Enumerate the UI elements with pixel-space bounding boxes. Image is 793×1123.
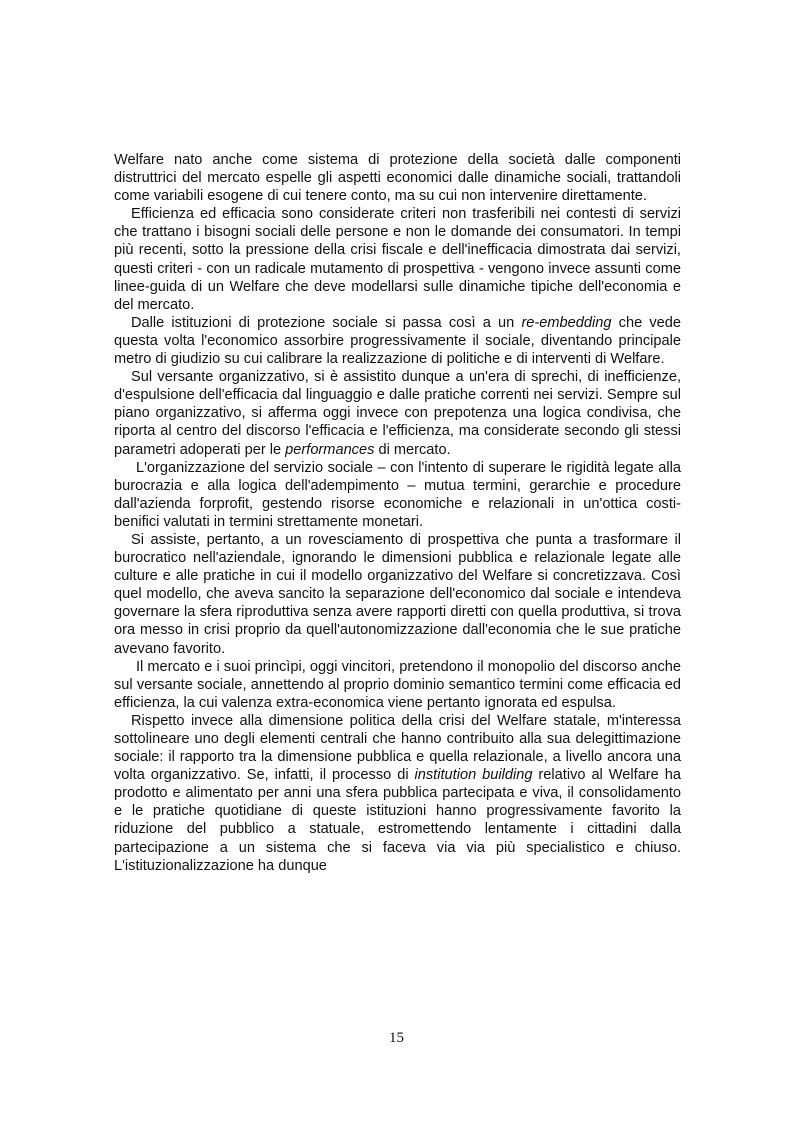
term-re-embedding: re-embedding xyxy=(521,314,612,331)
paragraph-8: Rispetto invece alla dimensione politica della crisi del Welfare statale, m'interessa sottolineare uno degli elementi centrali che hanno contribuito alla sua delegittimazione sociale: il rapporto tra la dimensione pubblica e quella relazionale, a livello ancora una volta organizzativo. Se, infatti, il processo di institution building relativo al Welfare ha prodotto e alimentato per anni una sfera pubblica partecipata e viva, il consolidamento e le pratiche quotidiane di queste istituzioni hanno progressivamente favorito la riduzione del pubblico a statuale, estromettendo lentamente i cittadini dalla partecipazione a un sistema che si faceva via via più specialistico e chiuso. L'istituzionalizzazione ha dunque xyxy=(114,712,681,874)
term-performances: performances xyxy=(285,441,375,458)
page-number: 15 xyxy=(389,1030,404,1046)
paragraph-5: L'organizzazione del servizio sociale – con l'intento di superare le rigidità legate alla burocrazia e alla logica dell'adempimento – mutua termini, gerarchie e procedure dall'azienda forprofit, gestendo risorse economiche e relazionali in un'ottica costi-benifici valutati in termini strettamente monetari. xyxy=(114,459,681,530)
body-text xyxy=(114,151,681,875)
paragraph-7: Il mercato e i suoi princìpi, oggi vincitori, pretendono il monopolio del discorso anche sul versante sociale, annettendo al proprio dominio semantico termini come efficacia ed efficienza, la cui valenza extra-economica viene pertanto ignorata ed espulsa. xyxy=(114,658,681,711)
paragraph-2: Efficienza ed efficacia sono considerate criteri non trasferibili nei contesti di servizi che trattano i bisogni sociali delle persone e non le domande dei consumatori. In tempi più recenti, sotto la pressione della crisi fiscale e dell'inefficacia dimostrata dai servizi, questi criteri - con un radicale mutamento di prospettiva - vengono invece assunti come linee-guida di un Welfare che deve modellarsi sulle dinamiche tipiche dell'economia e del mercato. xyxy=(114,206,681,313)
paragraph-4: Sul versante organizzativo, si è assistito dunque a un'era di sprechi, di inefficienze, d'espulsione dell'efficacia dal linguaggio e dalle pratiche correnti nei servizi. Sempre sul piano organizzativo, si afferma oggi invece con prepotenza una logica condivisa, che riporta al centro del discorso l'efficacia e l'efficienza, ma considerate secondo gli stessi parametri adoperati per le performances di mercato. xyxy=(114,369,681,458)
paragraph-6: Si assiste, pertanto, a un rovesciamento di prospettiva che punta a trasformare il burocratico nell'aziendale, ignorando le dimensioni pubblica e relazionale legate alle culture e alle pratiche in cui il modello organizzativo del Welfare si concretizzava. Così quel modello, che aveva sancito la separazione dell'economico dal sociale e intendeva governare la sfera riproduttiva senza avere rapporti diretti con quella produttiva, si trova ora messo in crisi proprio da quell'autonomizzazione dall'economia che le sue pratiche avevano favorito. xyxy=(114,531,681,657)
paragraph-3: Dalle istituzioni di protezione sociale si passa così a un re-embedding che vede questa volta l'economico assorbire progressivamente il sociale, diventando principale metro di giudizio su cui calibrare la realizzazione di politiche e di interventi di Welfare. xyxy=(114,314,681,368)
paragraph-1: Welfare nato anche come sistema di protezione della società dalle componenti distruttrici del mercato espelle gli aspetti economici dalle dinamiche sociali, trattandoli come variabili esogene di cui tenere conto, ma su cui non intervenire direttamente. xyxy=(114,152,681,205)
term-institution-building: institution building xyxy=(414,767,533,784)
